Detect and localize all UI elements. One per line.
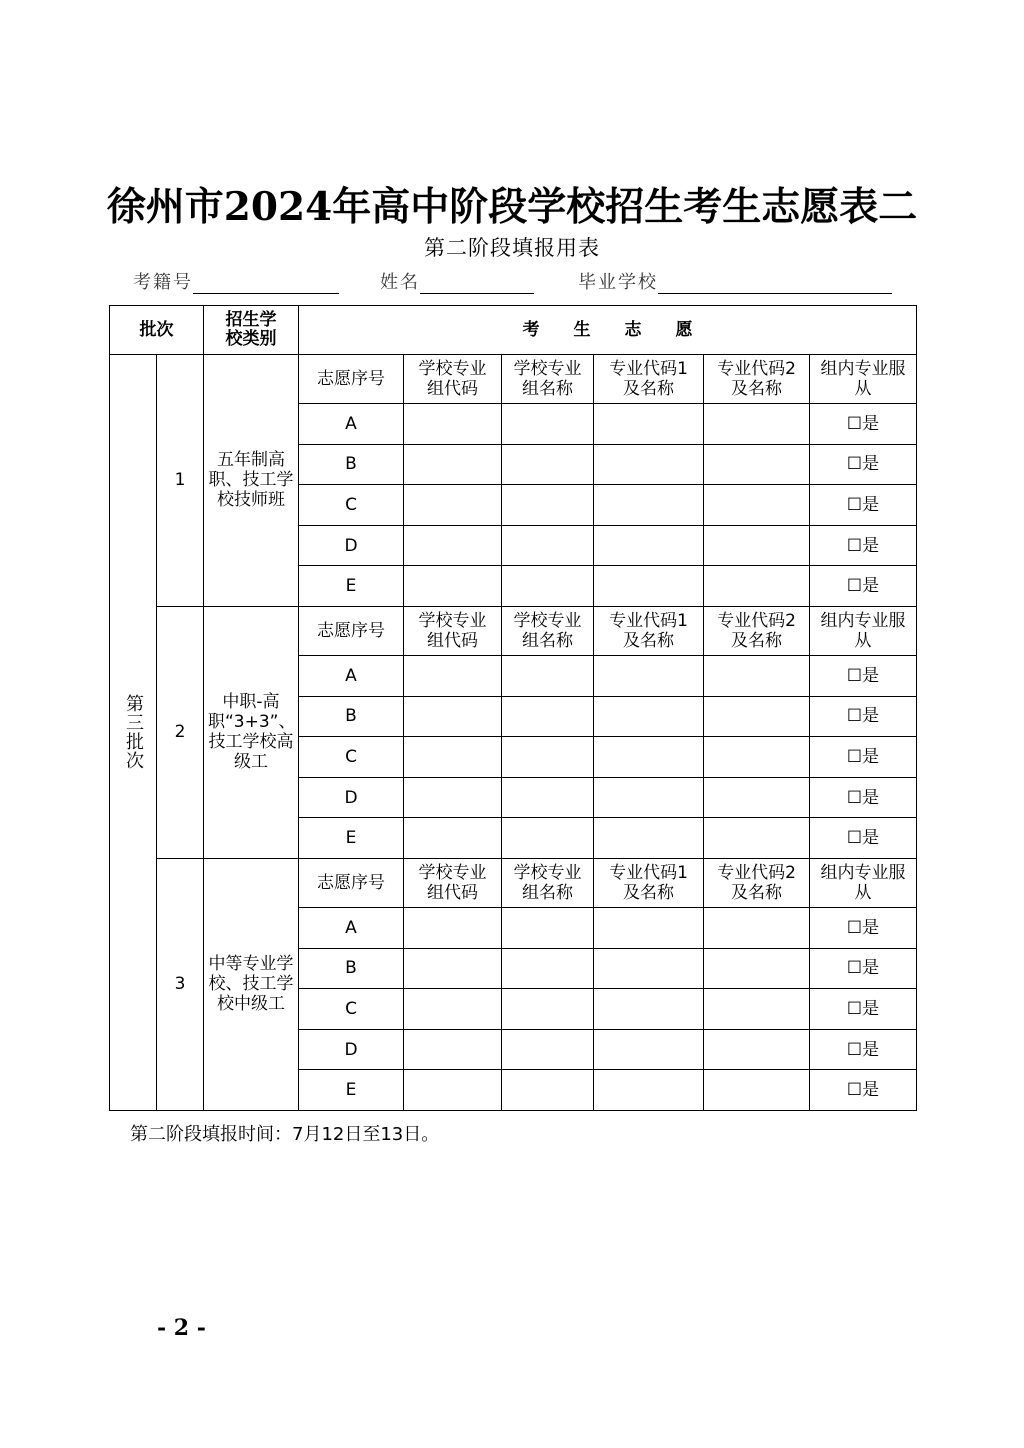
wish-letter: A — [299, 655, 404, 696]
group-name-cell[interactable] — [502, 989, 594, 1030]
school-blank[interactable] — [658, 269, 892, 294]
wish-letter: C — [299, 989, 404, 1030]
subheader-row — [110, 355, 917, 404]
school-type-header: 招生学校类别 — [204, 306, 299, 355]
major1-cell[interactable] — [594, 485, 704, 526]
group-name-cell[interactable] — [502, 566, 594, 607]
wish-letter: D — [299, 525, 404, 566]
major1-cell[interactable] — [594, 948, 704, 989]
exam-id-blank[interactable] — [193, 269, 339, 294]
obey-checkbox[interactable]: ☐是 — [810, 907, 917, 948]
school-category: 中职-高职“3+3”、技工学校高级工 — [204, 606, 299, 858]
group-name-cell[interactable] — [502, 907, 594, 948]
group-name-cell[interactable] — [502, 444, 594, 485]
obey-header: 组内专业服从 — [810, 355, 917, 404]
wish-letter: C — [299, 485, 404, 526]
major2-cell[interactable] — [704, 737, 810, 778]
wish-letter: E — [299, 818, 404, 859]
obey-checkbox[interactable]: ☐是 — [810, 525, 917, 566]
wish-index-header: 志愿序号 — [299, 858, 404, 907]
group-name-cell[interactable] — [502, 696, 594, 737]
filing-time-note: 第二阶段填报时间：7月12日至13日。 — [130, 1124, 440, 1145]
major1-cell[interactable] — [594, 907, 704, 948]
subheader-row — [110, 606, 917, 655]
major1-cell[interactable] — [594, 737, 704, 778]
obey-checkbox[interactable]: ☐是 — [810, 404, 917, 445]
group-name-header: 学校专业组名称 — [502, 355, 594, 404]
major1-cell[interactable] — [594, 1029, 704, 1070]
obey-checkbox[interactable]: ☐是 — [810, 444, 917, 485]
major1-header: 专业代码1及名称 — [594, 355, 704, 404]
major2-cell[interactable] — [704, 485, 810, 526]
wishes-header: 考生志愿 — [299, 306, 917, 355]
table-header-row — [110, 306, 917, 355]
group-name-cell[interactable] — [502, 1070, 594, 1111]
group-name-cell[interactable] — [502, 525, 594, 566]
major1-header: 专业代码1及名称 — [594, 858, 704, 907]
major2-cell[interactable] — [704, 566, 810, 607]
group-name-cell[interactable] — [502, 818, 594, 859]
group-code-cell[interactable] — [404, 566, 502, 607]
obey-checkbox[interactable]: ☐是 — [810, 1070, 917, 1111]
wish-letter: B — [299, 696, 404, 737]
group-code-cell[interactable] — [404, 525, 502, 566]
major2-cell[interactable] — [704, 989, 810, 1030]
obey-header: 组内专业服从 — [810, 606, 917, 655]
major2-cell[interactable] — [704, 655, 810, 696]
obey-checkbox[interactable]: ☐是 — [810, 696, 917, 737]
major1-cell[interactable] — [594, 989, 704, 1030]
group-code-header: 学校专业组代码 — [404, 355, 502, 404]
major1-cell[interactable] — [594, 525, 704, 566]
wish-index-header: 志愿序号 — [299, 355, 404, 404]
exam-id-label: 考籍号 — [133, 272, 193, 293]
group-code-cell[interactable] — [404, 696, 502, 737]
major2-cell[interactable] — [704, 948, 810, 989]
major2-cell[interactable] — [704, 818, 810, 859]
batch-header: 批次 — [110, 306, 204, 355]
group-name-cell[interactable] — [502, 777, 594, 818]
subheader-row — [110, 858, 917, 907]
major2-cell[interactable] — [704, 1029, 810, 1070]
group-code-header: 学校专业组代码 — [404, 858, 502, 907]
document-title: 徐州市2024年高中阶段学校招生考生志愿表二 — [106, 184, 918, 230]
wish-letter: D — [299, 777, 404, 818]
wish-letter: B — [299, 948, 404, 989]
major1-cell[interactable] — [594, 696, 704, 737]
wish-letter: B — [299, 444, 404, 485]
wish-letter: A — [299, 907, 404, 948]
major2-cell[interactable] — [704, 404, 810, 445]
group-name-cell[interactable] — [502, 737, 594, 778]
group-number: 2 — [157, 606, 204, 858]
group-code-cell[interactable] — [404, 989, 502, 1030]
group-name-header: 学校专业组名称 — [502, 858, 594, 907]
obey-checkbox[interactable]: ☐是 — [810, 485, 917, 526]
wish-letter: E — [299, 1070, 404, 1111]
group-name-cell[interactable] — [502, 485, 594, 526]
major1-cell[interactable] — [594, 777, 704, 818]
major2-cell[interactable] — [704, 777, 810, 818]
applicant-info-fields — [0, 264, 1024, 294]
wish-letter: C — [299, 737, 404, 778]
school-category: 五年制高职、技工学校技师班 — [204, 355, 299, 607]
school-label: 毕业学校 — [578, 272, 658, 293]
major1-cell[interactable] — [594, 404, 704, 445]
batch-name: 第三批次 — [123, 694, 144, 771]
wish-table — [109, 305, 917, 1111]
batch-cell — [110, 355, 157, 1111]
obey-checkbox[interactable]: ☐是 — [810, 948, 917, 989]
wish-letter: D — [299, 1029, 404, 1070]
school-field[interactable] — [578, 268, 892, 294]
group-code-cell[interactable] — [404, 404, 502, 445]
group-name-cell[interactable] — [502, 948, 594, 989]
major1-header: 专业代码1及名称 — [594, 606, 704, 655]
group-code-cell[interactable] — [404, 737, 502, 778]
group-number: 3 — [157, 858, 204, 1110]
wish-index-header: 志愿序号 — [299, 606, 404, 655]
name-label: 姓名 — [380, 272, 420, 293]
major1-cell[interactable] — [594, 444, 704, 485]
group-code-cell[interactable] — [404, 818, 502, 859]
major1-cell[interactable] — [594, 818, 704, 859]
major2-cell[interactable] — [704, 444, 810, 485]
major1-cell[interactable] — [594, 1070, 704, 1111]
group-code-cell[interactable] — [404, 777, 502, 818]
group-code-cell[interactable] — [404, 655, 502, 696]
obey-checkbox[interactable]: ☐是 — [810, 1029, 917, 1070]
group-code-header: 学校专业组代码 — [404, 606, 502, 655]
major2-cell[interactable] — [704, 1070, 810, 1111]
major2-header: 专业代码2及名称 — [704, 606, 810, 655]
group-code-cell[interactable] — [404, 907, 502, 948]
group-name-cell[interactable] — [502, 1029, 594, 1070]
major2-cell[interactable] — [704, 907, 810, 948]
group-code-cell[interactable] — [404, 485, 502, 526]
group-name-cell[interactable] — [502, 655, 594, 696]
obey-checkbox[interactable]: ☐是 — [810, 655, 917, 696]
major1-cell[interactable] — [594, 655, 704, 696]
document-subtitle: 第二阶段填报用表 — [424, 236, 600, 260]
group-name-header: 学校专业组名称 — [502, 606, 594, 655]
exam-id-field[interactable] — [133, 268, 339, 294]
obey-header: 组内专业服从 — [810, 858, 917, 907]
page-number: - 2 - — [157, 1315, 206, 1341]
obey-checkbox[interactable]: ☐是 — [810, 737, 917, 778]
group-code-cell[interactable] — [404, 444, 502, 485]
obey-checkbox[interactable]: ☐是 — [810, 989, 917, 1030]
major2-cell[interactable] — [704, 525, 810, 566]
group-code-cell[interactable] — [404, 948, 502, 989]
group-code-cell[interactable] — [404, 1029, 502, 1070]
obey-checkbox[interactable]: ☐是 — [810, 777, 917, 818]
name-blank[interactable] — [420, 269, 534, 294]
major2-cell[interactable] — [704, 696, 810, 737]
wish-letter: A — [299, 404, 404, 445]
major1-cell[interactable] — [594, 566, 704, 607]
wish-letter: E — [299, 566, 404, 607]
name-field[interactable] — [380, 268, 534, 294]
school-category: 中等专业学校、技工学校中级工 — [204, 858, 299, 1110]
group-code-cell[interactable] — [404, 1070, 502, 1111]
group-number: 1 — [157, 355, 204, 607]
major2-header: 专业代码2及名称 — [704, 355, 810, 404]
obey-checkbox[interactable]: ☐是 — [810, 818, 917, 859]
group-name-cell[interactable] — [502, 404, 594, 445]
major2-header: 专业代码2及名称 — [704, 858, 810, 907]
obey-checkbox[interactable]: ☐是 — [810, 566, 917, 607]
